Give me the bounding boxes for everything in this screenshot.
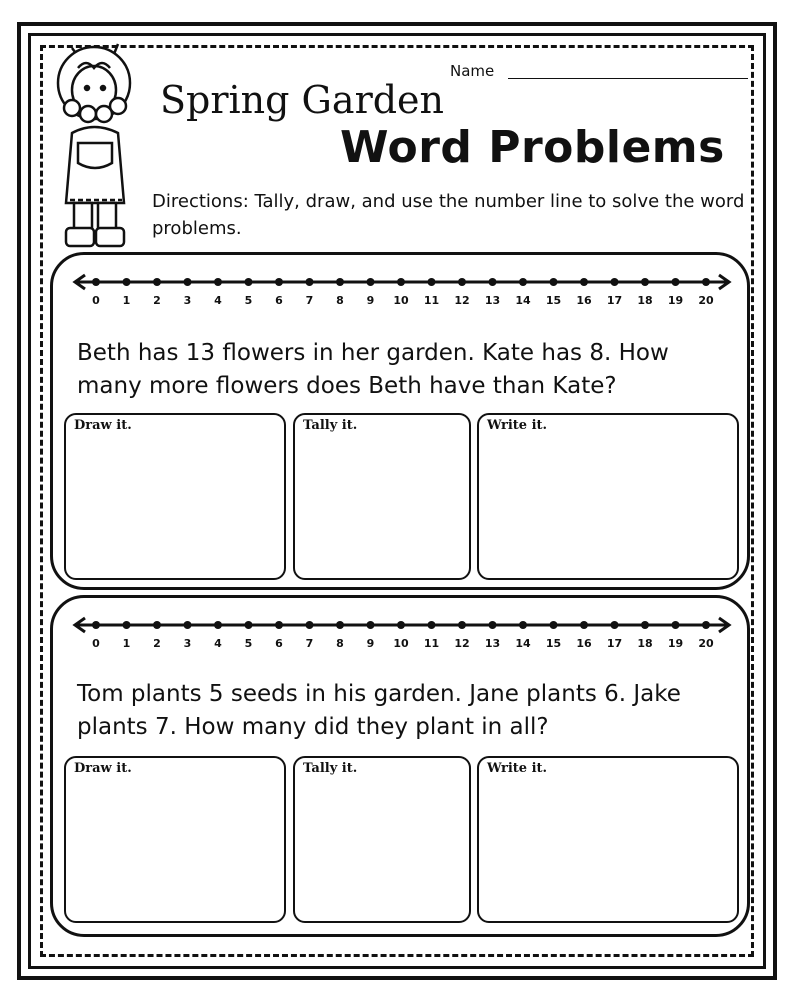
tick-dot xyxy=(153,278,161,286)
girl-with-flowers-illustration xyxy=(50,38,140,258)
box-label: Draw it. xyxy=(74,761,132,776)
tick-label: 18 xyxy=(637,637,653,650)
tick-dot xyxy=(641,621,649,629)
box-label: Tally it. xyxy=(303,761,358,776)
tick-dot xyxy=(641,278,649,286)
tick-dot xyxy=(489,621,497,629)
box-label: Write it. xyxy=(487,418,548,433)
tick-label: 13 xyxy=(484,294,501,307)
tick-label: 14 xyxy=(515,637,531,650)
tick-label: 6 xyxy=(275,637,283,650)
tick-dot xyxy=(519,278,527,286)
tick-label: 3 xyxy=(183,294,192,307)
tick-label: 17 xyxy=(606,294,623,307)
name-input-line[interactable] xyxy=(508,78,748,79)
number-line xyxy=(71,267,735,317)
tick-dot xyxy=(214,278,222,286)
tick-label: 4 xyxy=(214,637,222,650)
tick-dot xyxy=(519,621,527,629)
tick-dot xyxy=(184,621,192,629)
title-line-1: Spring Garden xyxy=(160,78,445,122)
tick-dot xyxy=(275,278,283,286)
tally-it-box[interactable] xyxy=(293,756,471,923)
tick-label: 12 xyxy=(454,294,470,307)
tick-label: 13 xyxy=(484,637,501,650)
tick-dot xyxy=(245,278,253,286)
draw-it-box[interactable] xyxy=(64,413,286,580)
tick-label: 7 xyxy=(305,294,314,307)
tick-label: 16 xyxy=(576,637,592,650)
tick-label: 0 xyxy=(92,637,100,650)
tick-label: 14 xyxy=(515,294,531,307)
tick-dot xyxy=(428,621,436,629)
tick-dot xyxy=(306,278,314,286)
tick-dot xyxy=(428,278,436,286)
tick-dot xyxy=(336,278,344,286)
directions: Directions: Tally, draw, and use the number line to solve the word problems. xyxy=(152,191,745,239)
tick-label: 8 xyxy=(336,637,344,650)
tick-label: 9 xyxy=(366,294,375,307)
tick-dot xyxy=(306,621,314,629)
tick-label: 11 xyxy=(423,294,440,307)
tick-label: 19 xyxy=(667,294,684,307)
tick-label: 17 xyxy=(606,637,623,650)
tick-dot xyxy=(92,621,100,629)
draw-it-box[interactable] xyxy=(64,756,286,923)
number-line xyxy=(71,610,735,660)
tick-label: 18 xyxy=(637,294,653,307)
tick-dot xyxy=(458,621,466,629)
tick-label: 0 xyxy=(92,294,100,307)
tick-label: 20 xyxy=(698,637,714,650)
tick-label: 15 xyxy=(545,637,562,650)
tick-label: 15 xyxy=(545,294,562,307)
tick-dot xyxy=(123,278,131,286)
tick-dot xyxy=(672,621,680,629)
problem-text: Beth has 13 flowers in her garden. Kate has 8. How many more flowers does Beth have than Kate? xyxy=(77,340,669,399)
tick-label: 4 xyxy=(214,294,222,307)
tick-dot xyxy=(489,278,497,286)
tick-label: 11 xyxy=(423,637,440,650)
title-line-2: Word Problems xyxy=(340,122,725,173)
tick-dot xyxy=(702,278,710,286)
tick-label: 19 xyxy=(667,637,684,650)
tick-label: 3 xyxy=(183,637,192,650)
tick-label: 2 xyxy=(153,637,161,650)
tick-dot xyxy=(580,621,588,629)
tally-it-box[interactable] xyxy=(293,413,471,580)
tick-dot xyxy=(611,621,619,629)
tick-dot xyxy=(123,621,131,629)
tick-label: 2 xyxy=(153,294,161,307)
tick-dot xyxy=(245,621,253,629)
tick-dot xyxy=(367,621,375,629)
tick-label: 9 xyxy=(366,637,375,650)
tick-label: 5 xyxy=(244,294,253,307)
write-it-box[interactable] xyxy=(477,413,739,580)
box-label: Write it. xyxy=(487,761,548,776)
tick-dot xyxy=(397,621,405,629)
tick-label: 5 xyxy=(244,637,253,650)
tick-label: 1 xyxy=(122,294,131,307)
name-label: Name xyxy=(450,62,495,80)
box-label: Draw it. xyxy=(74,418,132,433)
tick-label: 7 xyxy=(305,637,314,650)
tick-dot xyxy=(367,278,375,286)
tick-dot xyxy=(458,278,466,286)
tick-dot xyxy=(184,278,192,286)
tick-label: 12 xyxy=(454,637,470,650)
tick-dot xyxy=(336,621,344,629)
tick-label: 16 xyxy=(576,294,592,307)
tick-dot xyxy=(702,621,710,629)
tick-dot xyxy=(550,278,558,286)
box-label: Tally it. xyxy=(303,418,358,433)
tick-dot xyxy=(92,278,100,286)
tick-dot xyxy=(672,278,680,286)
write-it-box[interactable] xyxy=(477,756,739,923)
tick-label: 10 xyxy=(393,294,409,307)
tick-dot xyxy=(153,621,161,629)
tick-dot xyxy=(397,278,405,286)
tick-dot xyxy=(214,621,222,629)
tick-label: 1 xyxy=(122,637,131,650)
tick-dot xyxy=(275,621,283,629)
tick-dot xyxy=(550,621,558,629)
tick-label: 10 xyxy=(393,637,409,650)
tick-dot xyxy=(611,278,619,286)
problem-section-1 xyxy=(50,252,750,590)
tick-label: 20 xyxy=(698,294,714,307)
tick-label: 6 xyxy=(275,294,283,307)
tick-label: 8 xyxy=(336,294,344,307)
tick-dot xyxy=(580,278,588,286)
problem-text: Tom plants 5 seeds in his garden. Jane plants 6. Jake plants 7. How many did they plant in all? xyxy=(77,681,681,740)
problem-section-2 xyxy=(50,595,750,937)
